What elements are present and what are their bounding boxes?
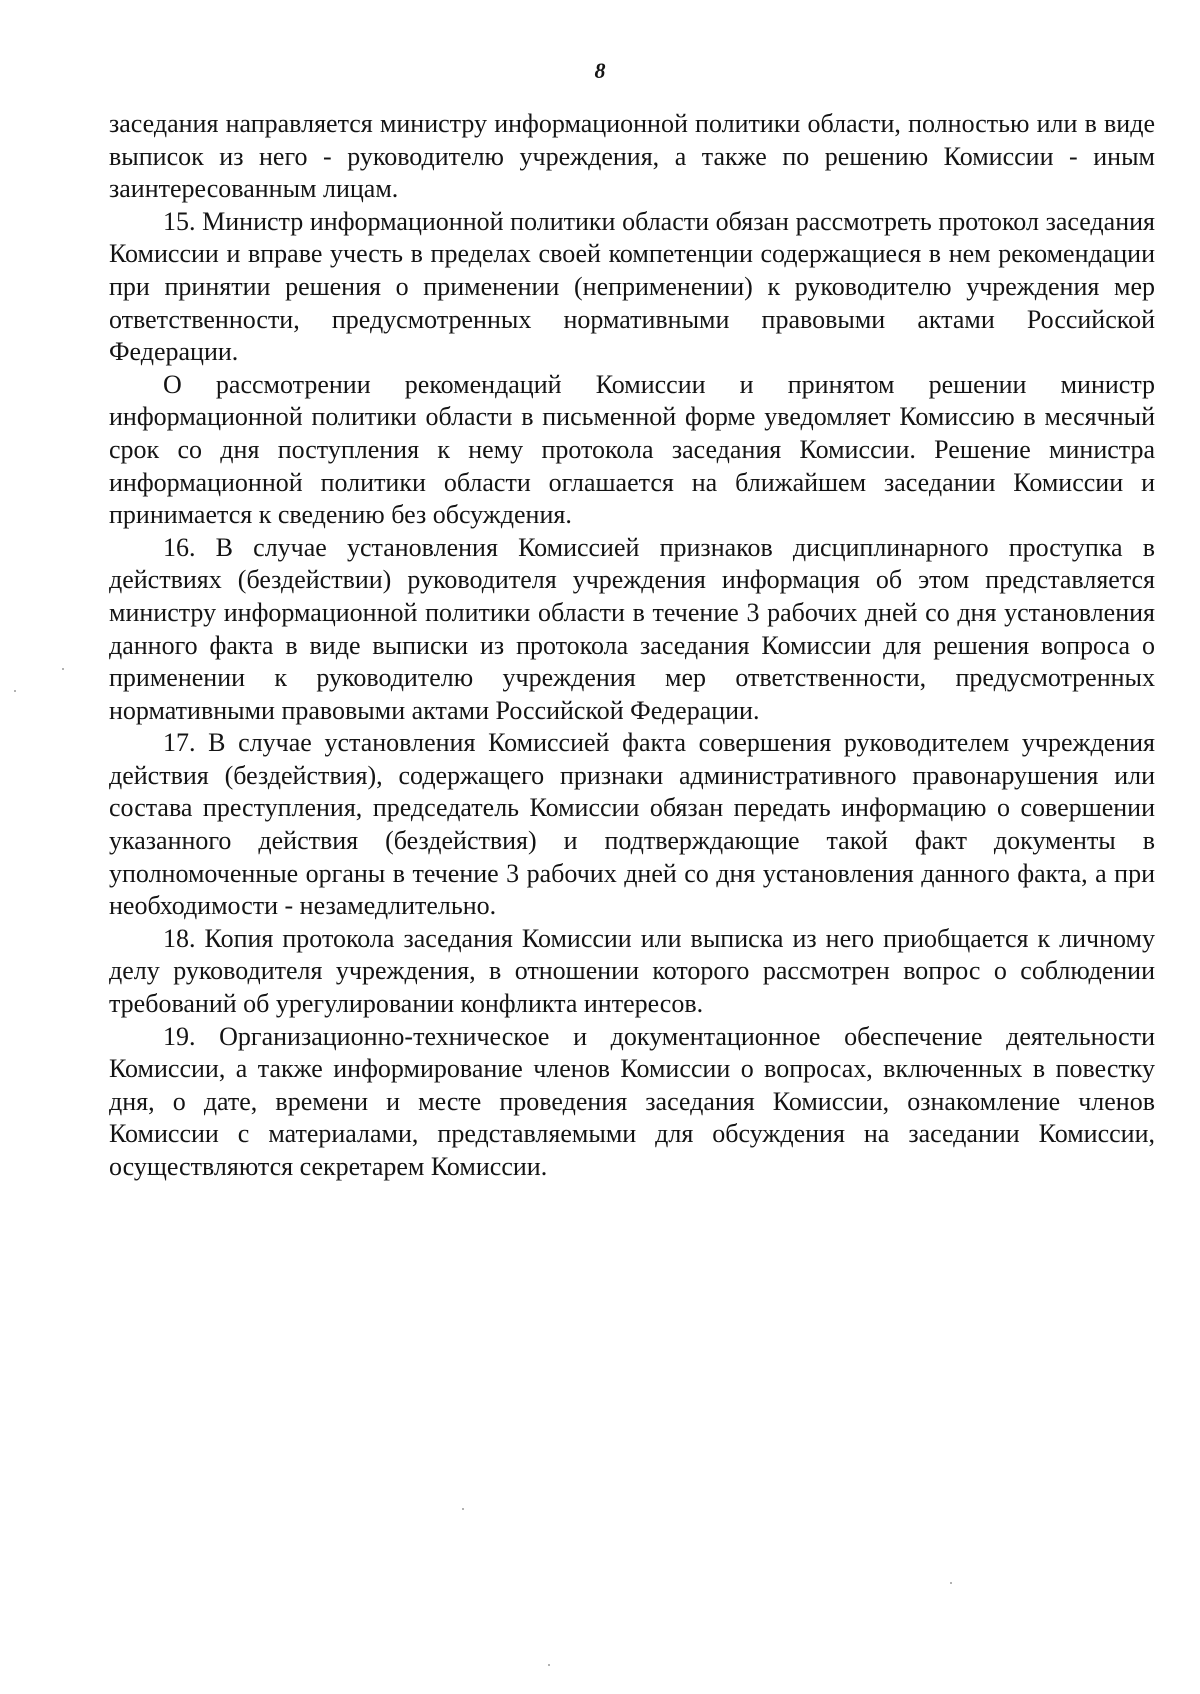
paragraph-item-15-continued: О рассмотрении рекомендаций Комиссии и принятом решении министр информационной политики области в письменной форме уведомляет Комиссию в месячный срок со дня поступления к нему протокола заседания Комиссии. Решение министра информационной политики области оглашается на ближайшем заседании Комиссии и принимается к сведению без обсуждения. [109,369,1155,530]
scan-speck [14,690,16,692]
scan-speck [62,668,64,670]
paragraph-item-19: 19. Организационно-техническое и документационное обеспечение деятельности Комиссии, а также информирование членов Комиссии о вопросах, включенных в повестку дня, о дате, времени и месте проведения заседания Комиссии, ознакомление членов Комиссии с материалами, представляемыми для обсуждения на заседании Комиссии, осуществляются секретарем Комиссии. [109,1021,1155,1181]
paragraph-item-16: 16. В случае установления Комиссией признаков дисциплинарного проступка в действиях (бездействии) руководителя учреждения информация об этом представляется министру информационной политики области в течение 3 рабочих дней со дня установления данного факта в виде выписки из протокола заседания Комиссии для решения вопроса о применении к руководителю учреждения мер ответственности, предусмотренных нормативными правовыми актами Российской Федерации. [109,532,1155,725]
paragraph-item-17: 17. В случае установления Комиссией факта совершения руководителем учреждения действия (бездействия), содержащего признаки административного правонарушения или состава преступления, председатель Комиссии обязан передать информацию о совершении указанного действия (бездействия) и подтверждающие такой факт документы в уполномоченные органы в течение 3 рабочих дней со дня установления данного факта, а при необходимости - незамедлительно. [109,728,1155,921]
scan-speck [462,1508,464,1510]
page-number: 8 [594,58,606,83]
scan-speck [548,1664,550,1666]
paragraph-item-15: 15. Министр информационной политики области обязан рассмотреть протокол заседания Комиссии и вправе учесть в пределах своей компетенции содержащиеся в нем рекомендации при принятии решения о применении (неприменении) к руководителю учреждения мер ответственности, предусмотренных нормативными правовыми актами Российской Федерации. [109,206,1155,367]
document-body [109,108,1155,1184]
paragraph-continuation: заседания направляется министру информационной политики области, полностью или в виде выписок из него - руководителю учреждения, а также по решению Комиссии - иным заинтересованным лицам. [109,109,1155,204]
paragraph-item-18: 18. Копия протокола заседания Комиссии или выписка из него приобщается к личному делу руководителя учреждения, в отношении которого рассмотрен вопрос о соблюдении требований об урегулировании конфликта интересов. [109,923,1155,1019]
scan-speck [950,1582,952,1584]
